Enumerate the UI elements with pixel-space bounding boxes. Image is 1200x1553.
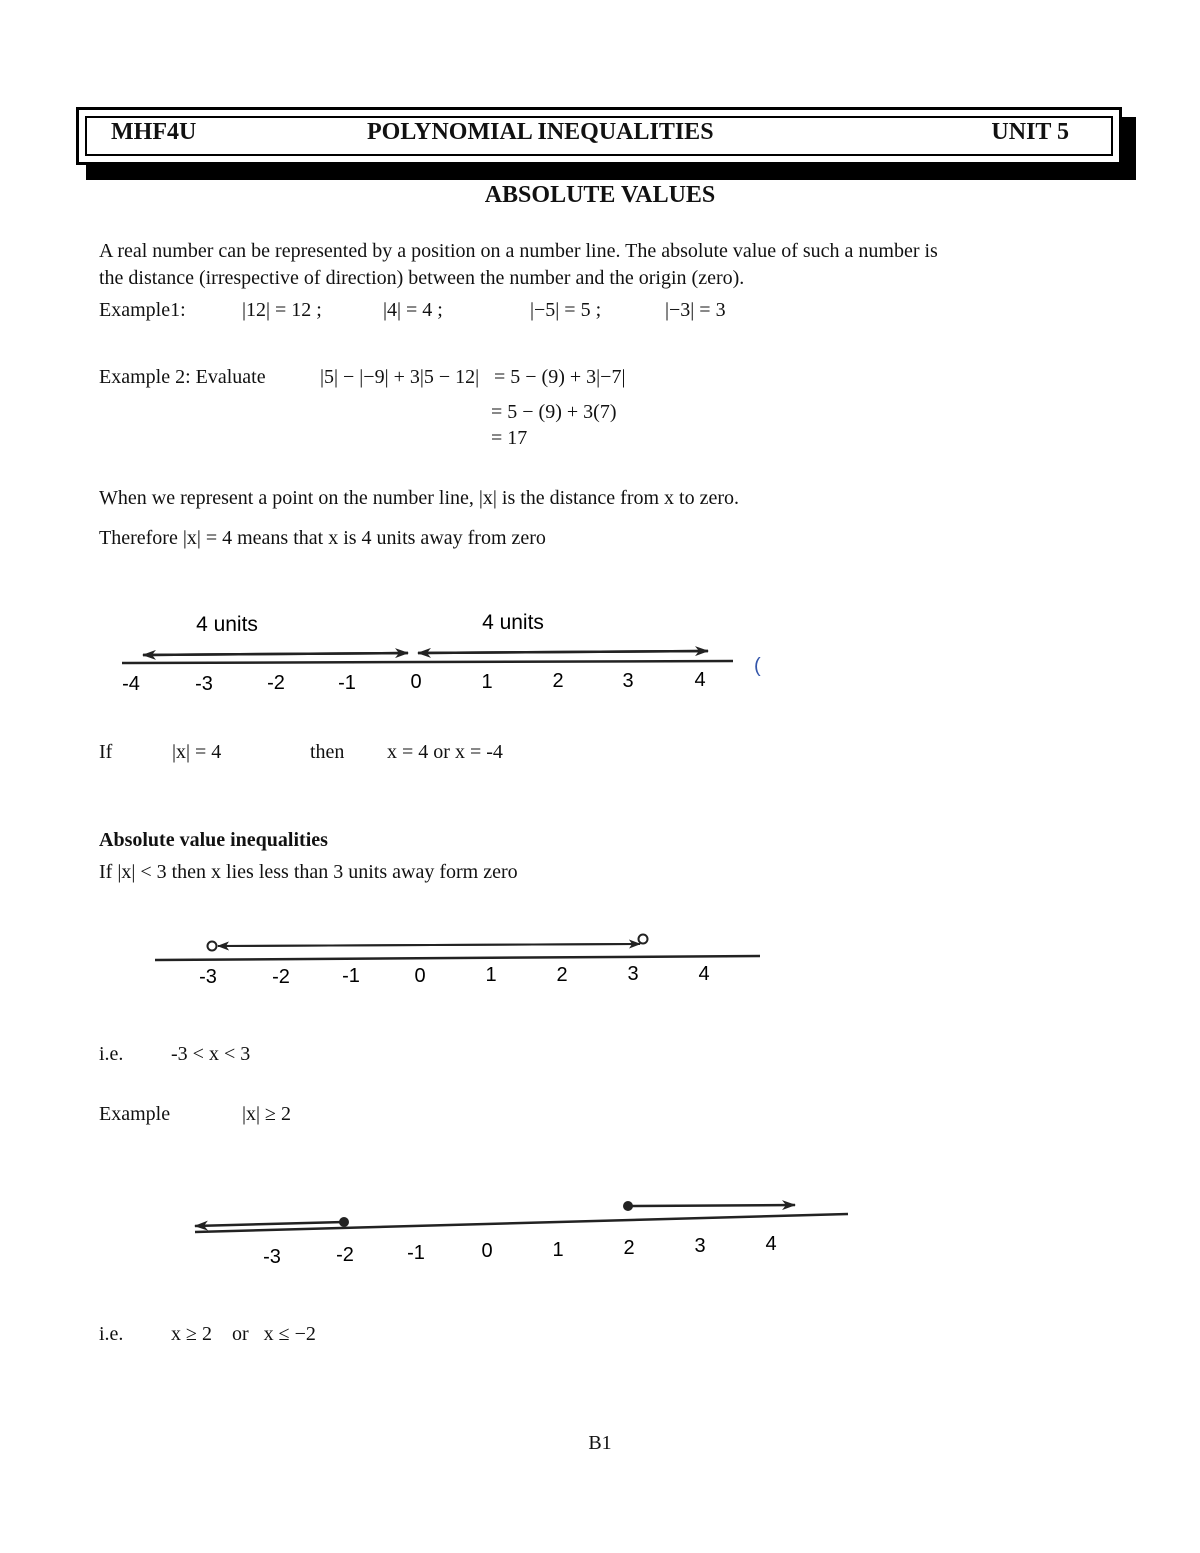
stray-mark: ( [754, 655, 761, 677]
if-result: x = 4 or x = -4 [387, 741, 503, 763]
tick-label: 0 [481, 1240, 493, 1262]
tick-label: -1 [342, 965, 360, 987]
example2-step-3: = 17 [491, 427, 528, 449]
example2-expression: |5| − |−9| + 3|5 − 12| [320, 366, 480, 388]
tick-label: 0 [410, 671, 422, 693]
tick-label: 1 [485, 964, 497, 986]
number-line-3 [0, 1180, 1200, 1280]
open-point-right [639, 935, 648, 944]
tick-label: 4 [694, 669, 706, 691]
tick-label: -3 [199, 966, 217, 988]
tick-label: -2 [272, 966, 290, 988]
ie1-label: i.e. [99, 1043, 124, 1065]
distance-line-1: When we represent a point on the number line, |x| is the distance from x to zero. [99, 487, 740, 509]
if-expression: |x| = 4 [172, 741, 222, 763]
example2-label: Example 2: Evaluate [99, 366, 266, 388]
tick-label: 1 [552, 1239, 564, 1261]
tick-label: -3 [263, 1246, 281, 1268]
left-units-label: 4 units [196, 613, 258, 636]
header-box [76, 107, 1122, 165]
tick-label: -4 [122, 673, 140, 695]
right-ray [628, 1205, 795, 1206]
tick-label: 4 [765, 1233, 777, 1255]
open-point-left [208, 942, 217, 951]
tick-label: 1 [481, 671, 493, 693]
unit-label: UNIT 5 [991, 119, 1069, 145]
example1-item-2: |4| = 4 ; [383, 299, 443, 321]
closed-point-left [339, 1217, 349, 1227]
distance-line-2: Therefore |x| = 4 means that x is 4 units away from zero [99, 527, 546, 549]
ie1-expression: -3 < x < 3 [171, 1043, 251, 1065]
tick-label: 0 [414, 965, 426, 987]
intro-line-2: the distance (irrespective of direction) between the number and the origin (zero). [99, 267, 745, 289]
example2-step-1: = 5 − (9) + 3|−7| [494, 366, 626, 388]
tick-label: 3 [622, 670, 634, 692]
example3-expression: |x| ≥ 2 [242, 1103, 291, 1125]
tick-label: 2 [552, 670, 564, 692]
page-number: B1 [588, 1432, 612, 1454]
left-ray [195, 1222, 344, 1226]
page-title: ABSOLUTE VALUES [484, 182, 716, 208]
tick-label: 2 [556, 964, 568, 986]
example2-step-2: = 5 − (9) + 3(7) [491, 401, 617, 423]
number-line-1 [0, 600, 1200, 710]
tick-label: 2 [623, 1237, 635, 1259]
number-line-2 [0, 920, 1200, 1000]
inequalities-line: If |x| < 3 then x lies less than 3 units away form zero [99, 861, 518, 883]
tick-label: -3 [195, 673, 213, 695]
interval-arrow-left [218, 944, 640, 946]
then-label: then [310, 741, 345, 763]
example3-label: Example [99, 1103, 171, 1125]
axis-line [122, 661, 733, 663]
intro-line-1: A real number can be represented by a position on a number line. The absolute value of such a number is [99, 240, 938, 262]
tick-label: -2 [267, 672, 285, 694]
ie2-expression: x ≥ 2 or x ≤ −2 [171, 1323, 316, 1345]
axis-line [155, 956, 760, 960]
tick-label: 4 [698, 963, 710, 985]
inequalities-heading: Absolute value inequalities [99, 829, 328, 851]
closed-point-right [623, 1201, 633, 1211]
header-topic: POLYNOMIAL INEQUALITIES [367, 119, 714, 145]
tick-label: -2 [336, 1244, 354, 1266]
tick-label: -1 [407, 1242, 425, 1264]
example1-item-4: |−3| = 3 [665, 299, 726, 321]
example1-item-1: |12| = 12 ; [242, 299, 322, 321]
left-arrow-tip [143, 653, 408, 655]
example1-item-3: |−5| = 5 ; [530, 299, 602, 321]
course-code: MHF4U [111, 119, 197, 145]
right-units-label: 4 units [482, 611, 544, 634]
tick-label: 3 [694, 1235, 706, 1257]
example1-label: Example1: [99, 299, 186, 321]
right-arrow-tip [418, 651, 708, 653]
if-label: If [99, 741, 113, 763]
tick-label: 3 [627, 963, 639, 985]
tick-label: -1 [338, 672, 356, 694]
ie2-label: i.e. [99, 1323, 124, 1345]
